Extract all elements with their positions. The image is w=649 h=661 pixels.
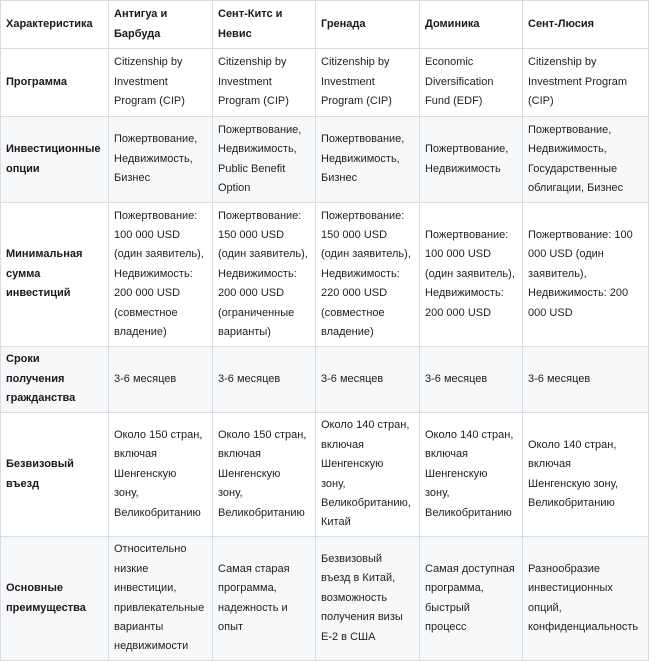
table-cell: Пожертвование, Недвижимость <box>420 117 523 203</box>
row-label: Сроки получения гражданства <box>1 347 109 413</box>
table-cell: Пожертвование, Недвижимость, Государственные облигации, Бизнес <box>523 117 649 203</box>
table-cell: Пожертвование, Недвижимость, Public Benefit Option <box>213 117 316 203</box>
table-cell: Economic Diversification Fund (EDF) <box>420 49 523 117</box>
table-cell: Самая старая программа, надежность и опыт <box>213 537 316 661</box>
table-cell: Пожертвование: 100 000 USD (один заявитель), Недвижимость: 200 000 USD <box>523 203 649 347</box>
row-label: Безвизовый въезд <box>1 413 109 537</box>
header-st-lucia: Сент-Люсия <box>523 1 649 49</box>
table-cell: Около 150 стран, включая Шенгенскую зону, Великобританию <box>213 413 316 537</box>
row-label: Минимальная сумма инвестиций <box>1 203 109 347</box>
table-cell: 3-6 месяцев <box>109 347 213 413</box>
table-cell: Относительно низкие инвестиции, привлекательные варианты недвижимости <box>109 537 213 661</box>
table-row-investment-options <box>1 117 649 203</box>
table-row-minimum-investment <box>1 203 649 347</box>
row-label: Программа <box>1 49 109 117</box>
table-cell: Пожертвование, Недвижимость, Бизнес <box>109 117 213 203</box>
table-cell: Безвизовый въезд в Китай, возможность получения визы E-2 в США <box>316 537 420 661</box>
header-grenada: Гренада <box>316 1 420 49</box>
table-cell: Citizenship by Investment Program (CIP) <box>316 49 420 117</box>
table-cell: Citizenship by Investment Program (CIP) <box>109 49 213 117</box>
table-cell: Пожертвование: 150 000 USD (один заявитель), Недвижимость: 220 000 USD (совместное владение) <box>316 203 420 347</box>
table-row-program <box>1 49 649 117</box>
header-dominica: Доминика <box>420 1 523 49</box>
table-cell: 3-6 месяцев <box>420 347 523 413</box>
table-cell: 3-6 месяцев <box>213 347 316 413</box>
table-row-visa-free <box>1 413 649 537</box>
table-cell: Самая доступная программа, быстрый процесс <box>420 537 523 661</box>
header-characteristic: Характеристика <box>1 1 109 49</box>
header-st-kitts-nevis: Сент-Китс и Невис <box>213 1 316 49</box>
table-cell: Пожертвование: 100 000 USD (один заявитель), Недвижимость: 200 000 USD (совместное владение) <box>109 203 213 347</box>
table-cell: Citizenship by Investment Program (CIP) <box>523 49 649 117</box>
table-cell: Пожертвование: 150 000 USD (один заявитель), Недвижимость: 200 000 USD (ограниченные варианты) <box>213 203 316 347</box>
table-cell: 3-6 месяцев <box>316 347 420 413</box>
header-row <box>1 1 649 49</box>
table-cell: Пожертвование: 100 000 USD (один заявитель), Недвижимость: 200 000 USD <box>420 203 523 347</box>
header-antigua-barbuda: Антигуа и Барбуда <box>109 1 213 49</box>
table-cell: Около 140 стран, включая Шенгенскую зону, Великобританию <box>523 413 649 537</box>
row-label: Инвестиционные опции <box>1 117 109 203</box>
table-cell: 3-6 месяцев <box>523 347 649 413</box>
row-label: Основные преимущества <box>1 537 109 661</box>
table-cell: Citizenship by Investment Program (CIP) <box>213 49 316 117</box>
table-row-processing-time <box>1 347 649 413</box>
table-cell: Пожертвование, Недвижимость, Бизнес <box>316 117 420 203</box>
table-cell: Около 150 стран, включая Шенгенскую зону, Великобританию <box>109 413 213 537</box>
table-cell: Около 140 стран, включая Шенгенскую зону, Великобританию <box>420 413 523 537</box>
table-row-main-advantages <box>1 537 649 661</box>
table-cell: Около 140 стран, включая Шенгенскую зону, Великобританию, Китай <box>316 413 420 537</box>
table-cell: Разнообразие инвестиционных опций, конфиденциальность <box>523 537 649 661</box>
